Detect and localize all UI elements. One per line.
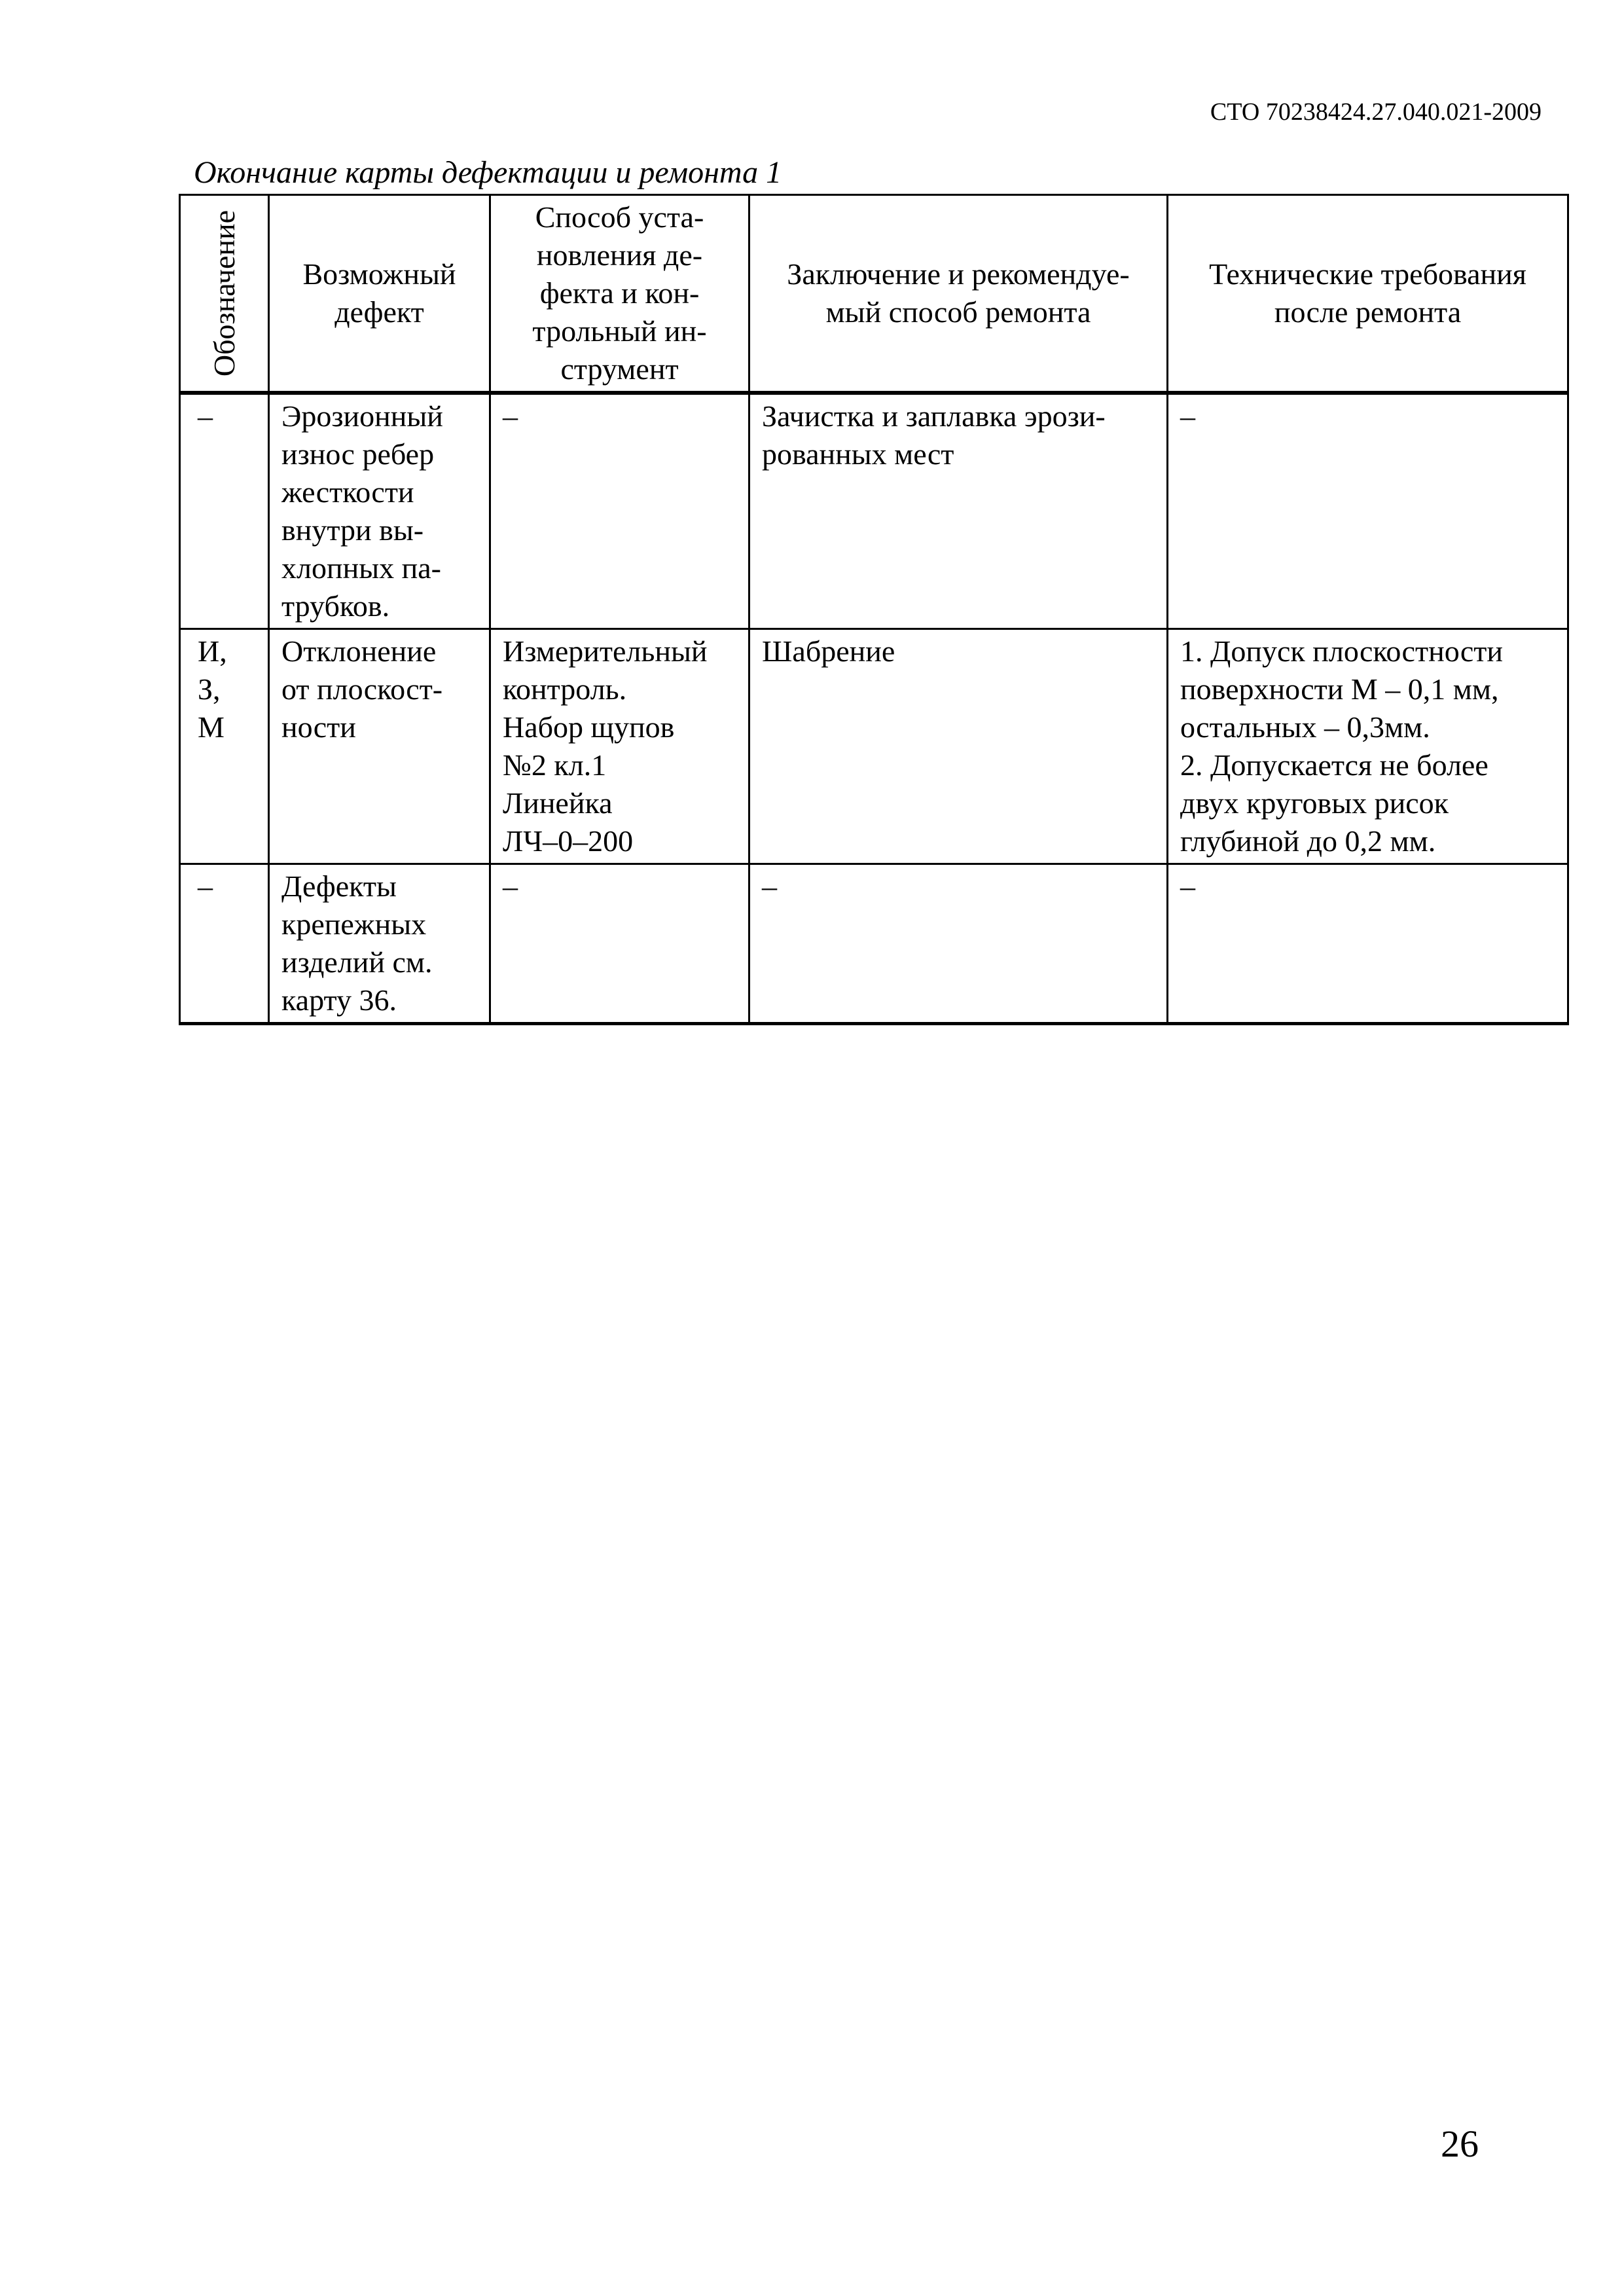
header-line: новления де- [536,238,703,272]
document-code: СТО 70238424.27.040.021-2009 [1210,98,1542,126]
cell-line: Набор щупов [503,710,675,744]
cell-line: – [762,869,777,903]
header-line: Заключение и рекомендуе- [787,257,1130,291]
cell-requirements [1168,864,1568,1024]
cell-line: – [198,399,213,433]
cell-line: остальных – 0,3мм. [1180,710,1430,744]
cell-line: – [1180,399,1195,433]
header-line: Способ уста- [535,200,704,234]
cell-line: глубиной до 0,2 мм. [1180,824,1436,858]
cell-line: двух круговых рисок [1180,786,1449,820]
cell-defect [269,393,490,629]
cell-line: от плоскост- [281,672,443,706]
cell-line: – [198,869,213,903]
cell-designation [180,393,269,629]
header-conclusion [749,195,1168,393]
cell-line: крепежных [281,907,427,941]
cell-line: Шабрение [762,634,895,668]
header-line: трольный ин- [532,314,707,348]
cell-designation [180,864,269,1024]
cell-line: З, [198,672,221,706]
table-row [180,393,1568,629]
header-line: дефект [334,295,424,329]
cell-method [490,393,749,629]
cell-line: – [503,399,518,433]
header-line: мый способ ремонта [825,295,1091,329]
header-defect [269,195,490,393]
cell-line: Эрозионный [281,399,443,433]
cell-method [490,629,749,864]
cell-line: Зачистка и заплавка эрози- [762,399,1106,433]
cell-defect [269,864,490,1024]
table-caption: Окончание карты дефектации и ремонта 1 [194,155,782,190]
cell-line: изделий см. [281,945,433,979]
cell-line: ности [281,710,356,744]
cell-line: М [198,710,225,744]
cell-conclusion [749,864,1168,1024]
header-requirements [1168,195,1568,393]
table-row [180,864,1568,1024]
cell-line: Линейка [503,786,613,820]
cell-line: И, [198,634,227,668]
cell-line: №2 кл.1 [503,748,607,782]
cell-line: рованных мест [762,437,954,471]
defect-repair-table [179,194,1569,1025]
cell-line: хлопных па- [281,551,441,585]
cell-line: жесткости [281,475,414,509]
cell-line: карту 36. [281,983,397,1017]
cell-line: Отклонение [281,634,437,668]
cell-line: контроль. [503,672,627,706]
cell-line: износ ребер [281,437,435,471]
header-designation [180,195,269,393]
table-row [180,629,1568,864]
cell-designation [180,629,269,864]
header-line: струмент [560,352,679,386]
header-line: после ремонта [1274,295,1462,329]
page-number: 26 [1441,2123,1479,2165]
cell-line: 1. Допуск плоскостности [1180,634,1503,668]
cell-line: – [503,869,518,903]
cell-requirements [1168,393,1568,629]
header-method [490,195,749,393]
cell-line: – [1180,869,1195,903]
cell-line: трубков. [281,589,390,623]
cell-line: Дефекты [281,869,397,903]
header-line: Возможный [302,257,456,291]
cell-line: Измерительный [503,634,708,668]
table-header-row [180,195,1568,393]
header-designation-label: Обозначение [207,210,241,377]
cell-conclusion [749,393,1168,629]
cell-requirements [1168,629,1568,864]
cell-method [490,864,749,1024]
cell-defect [269,629,490,864]
cell-conclusion [749,629,1168,864]
header-line: фекта и кон- [539,276,700,310]
cell-line: ЛЧ–0–200 [503,824,634,858]
cell-line: внутри вы- [281,513,424,547]
cell-line: поверхности М – 0,1 мм, [1180,672,1499,706]
cell-line: 2. Допускается не более [1180,748,1489,782]
header-line: Технические требования [1209,257,1526,291]
